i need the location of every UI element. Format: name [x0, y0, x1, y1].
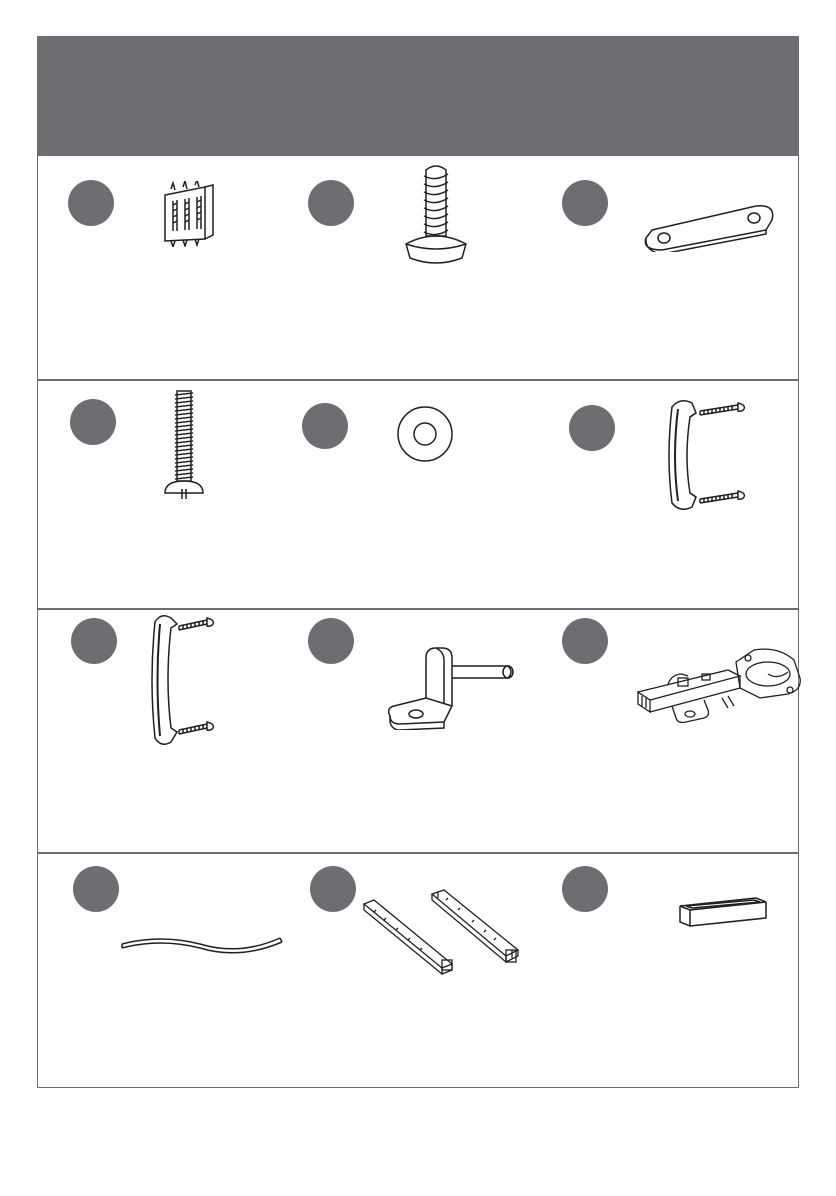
- part-badge: [562, 866, 608, 912]
- handle-with-screws-icon: [666, 397, 758, 513]
- parts-row-4: [38, 852, 798, 1089]
- parts-sheet: [37, 36, 799, 1088]
- part-cell: [292, 610, 546, 852]
- long-handle-with-screws-icon: [149, 612, 221, 748]
- part-cell: [546, 854, 800, 1089]
- part-badge: [68, 180, 114, 226]
- part-cell: [38, 610, 292, 852]
- part-badge: [562, 180, 608, 226]
- header-bar: [38, 37, 798, 154]
- part-badge: [562, 618, 608, 664]
- part-badge: [73, 866, 119, 912]
- part-badge: [302, 403, 348, 449]
- part-cell: [38, 156, 292, 379]
- flange-screw-icon: [400, 164, 472, 268]
- insert-nut-icon: [161, 181, 221, 247]
- part-badge: [71, 618, 117, 664]
- connector-plate-icon: [638, 200, 780, 252]
- washer-icon: [396, 405, 454, 463]
- part-cell: [38, 381, 292, 608]
- rectangular-cap-icon: [676, 894, 768, 934]
- part-cell: [292, 381, 546, 608]
- shelf-support-pin-icon: [386, 646, 516, 730]
- part-cell: [292, 156, 546, 379]
- machine-screw-icon: [163, 389, 205, 503]
- part-badge: [310, 866, 356, 912]
- part-cell: [546, 156, 800, 379]
- part-badge: [569, 405, 615, 451]
- cabinet-hinge-icon: [628, 644, 802, 730]
- part-badge: [70, 399, 116, 445]
- parts-row-1: [38, 154, 798, 379]
- part-badge: [308, 618, 354, 664]
- part-cell: [292, 854, 546, 1089]
- part-cell: [546, 381, 800, 608]
- strip-icon: [120, 926, 284, 960]
- drawer-slide-icon: [362, 888, 524, 980]
- part-cell: [38, 854, 292, 1089]
- parts-row-3: [38, 608, 798, 852]
- part-cell: [546, 610, 800, 852]
- parts-row-2: [38, 379, 798, 608]
- part-badge: [308, 180, 354, 226]
